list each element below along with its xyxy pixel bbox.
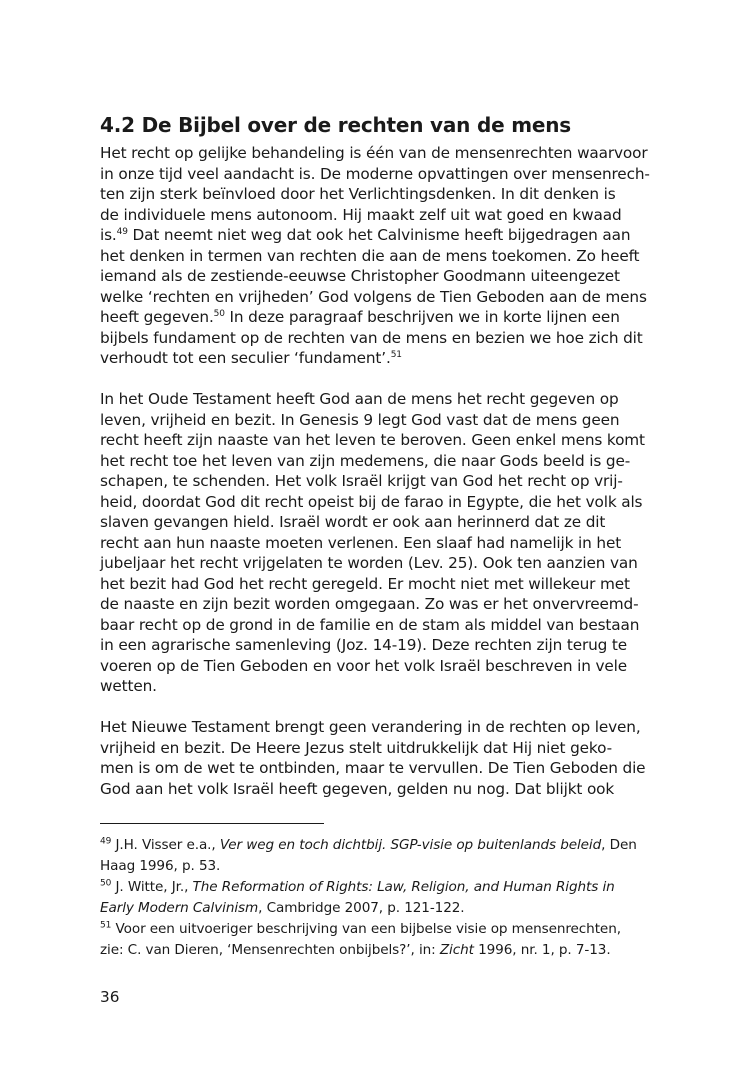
text-line: God aan het volk Israël heeft gegeven, gelden nu nog. Dat blijkt ook bbox=[100, 779, 615, 798]
text-line: welke ‘rechten en vrijheden’ God volgens de Tien Geboden aan de mens bbox=[100, 287, 647, 306]
text-line: schapen, te schenden. Het volk Israël krijgt van God het recht op vrij- bbox=[100, 472, 623, 490]
text-line: baar recht op de grond in de familie en de stam als middel van bestaan bbox=[100, 615, 640, 634]
text-line: wetten. bbox=[100, 677, 157, 695]
footnote-line bbox=[100, 877, 645, 898]
section-heading: 4.2 De Bijbel over de rechten van de mens bbox=[100, 113, 571, 137]
text-line: het recht toe het leven van zijn medemens, die naar Gods beeld is ge- bbox=[100, 451, 631, 470]
text-fragment: , Den bbox=[601, 837, 637, 853]
citation-title: Zicht bbox=[439, 942, 474, 958]
text-line: recht heeft zijn naaste van het leven te beroven. Geen enkel mens komt bbox=[100, 431, 645, 449]
text-fragment: , Cambridge 2007, p. 121-122. bbox=[258, 900, 465, 916]
body-text bbox=[100, 143, 650, 820]
text-line: Het recht op gelijke behandeling is één van de mensenrechten waarvoor bbox=[100, 144, 648, 162]
text-fragment: J. Witte, Jr., bbox=[111, 879, 193, 895]
footnote-ref-49[interactable]: 49 bbox=[116, 226, 128, 237]
text-line: de individuele mens autonoom. Hij maakt zelf uit wat goed en kwaad bbox=[100, 205, 622, 224]
text-line: iemand als de zestiende-eeuwse Christopher Goodmann uiteengezet bbox=[100, 267, 620, 285]
text-line: leven, vrijheid en bezit. In Genesis 9 legt God vast dat de mens geen bbox=[100, 410, 620, 429]
text-line: in een agrarische samenleving (Joz. 14-19). Deze rechten zijn terug te bbox=[100, 636, 628, 654]
text-fragment: In deze paragraaf beschrijven we in korte lijnen een bbox=[224, 308, 620, 326]
text-fragment: zie: C. van Dieren, ‘Mensenrechten onbijbels?’, in: bbox=[100, 942, 440, 958]
footnote-ref-50[interactable]: 50 bbox=[213, 308, 225, 319]
footnote-number: 49 bbox=[100, 836, 112, 847]
citation-title: The Reformation of Rights: Law, Religion, and Human Rights in bbox=[192, 879, 615, 895]
text-line: In het Oude Testament heeft God aan de mens het recht gegeven op bbox=[100, 390, 619, 408]
footnote-line bbox=[100, 835, 645, 856]
citation-title: Ver weg en toch dichtbij. SGP-visie op buitenlands beleid bbox=[219, 837, 602, 853]
page-number: 36 bbox=[100, 988, 120, 1006]
text-line: Het Nieuwe Testament brengt geen verandering in de rechten op leven, bbox=[100, 718, 641, 736]
footnote-line bbox=[100, 919, 645, 940]
text-line: slaven gevangen hield. Israël wordt er ook aan herinnerd dat ze dit bbox=[100, 513, 606, 531]
footnote-separator bbox=[100, 823, 324, 824]
footnote-50 bbox=[100, 877, 645, 919]
text-line: voeren op de Tien Geboden en voor het volk Israël beschreven in vele bbox=[100, 656, 627, 675]
citation-title: Early Modern Calvinism bbox=[100, 900, 259, 916]
footnote-line: Haag 1996, p. 53. bbox=[100, 858, 221, 874]
text-line: bijbels fundament op de rechten van de mens en bezien we hoe zich dit bbox=[100, 328, 643, 347]
text-line: men is om de wet te ontbinden, maar te vervullen. De Tien Geboden die bbox=[100, 759, 646, 777]
text-line bbox=[100, 348, 645, 369]
text-line: recht aan hun naaste moeten verlenen. Een slaaf had namelijk in het bbox=[100, 533, 622, 552]
paragraph-intro bbox=[100, 143, 650, 369]
footnote-51 bbox=[100, 919, 645, 961]
text-line: het denken in termen van rechten die aan de mens toekomen. Zo heeft bbox=[100, 246, 640, 265]
text-fragment: is. bbox=[100, 226, 117, 244]
text-fragment: J.H. Visser e.a., bbox=[111, 837, 220, 853]
text-fragment: Voor een uitvoeriger beschrijving van een bijbelse visie op mensenrechten, bbox=[111, 921, 621, 937]
footnotes bbox=[100, 835, 645, 961]
footnote-49 bbox=[100, 835, 645, 877]
text-line: heid, doordat God dit recht opeist bij de farao in Egypte, die het volk als bbox=[100, 492, 643, 511]
footnote-number: 51 bbox=[100, 920, 112, 931]
paragraph-new-testament bbox=[100, 717, 645, 799]
paragraph-old-testament bbox=[100, 389, 645, 697]
footnote-line bbox=[100, 898, 645, 919]
text-line: ten zijn sterk beïnvloed door het Verlichtingsdenken. In dit denken is bbox=[100, 185, 616, 203]
footnote-number: 50 bbox=[100, 878, 112, 889]
text-fragment: verhoudt tot een seculier ‘fundament’. bbox=[100, 349, 391, 367]
text-line: vrijheid en bezit. De Heere Jezus stelt uitdrukkelijk dat Hij niet geko- bbox=[100, 738, 612, 757]
text-fragment: heeft gegeven. bbox=[100, 308, 214, 326]
text-line bbox=[100, 307, 645, 328]
footnote-line bbox=[100, 940, 645, 961]
text-line bbox=[100, 225, 645, 246]
text-line: de naaste en zijn bezit worden omgegaan. Zo was er het onvervreemd- bbox=[100, 595, 639, 613]
text-fragment: Dat neemt niet weg dat ook het Calvinisme heeft bijgedragen aan bbox=[127, 226, 631, 244]
footnote-ref-51[interactable]: 51 bbox=[390, 349, 402, 360]
text-line: het bezit had God het recht geregeld. Er mocht niet met willekeur met bbox=[100, 574, 630, 593]
text-line: in onze tijd veel aandacht is. De moderne opvattingen over mensenrech- bbox=[100, 164, 650, 183]
text-fragment: 1996, nr. 1, p. 7-13. bbox=[473, 942, 611, 958]
text-line: jubeljaar het recht vrijgelaten te worden (Lev. 25). Ook ten aanzien van bbox=[100, 554, 638, 572]
